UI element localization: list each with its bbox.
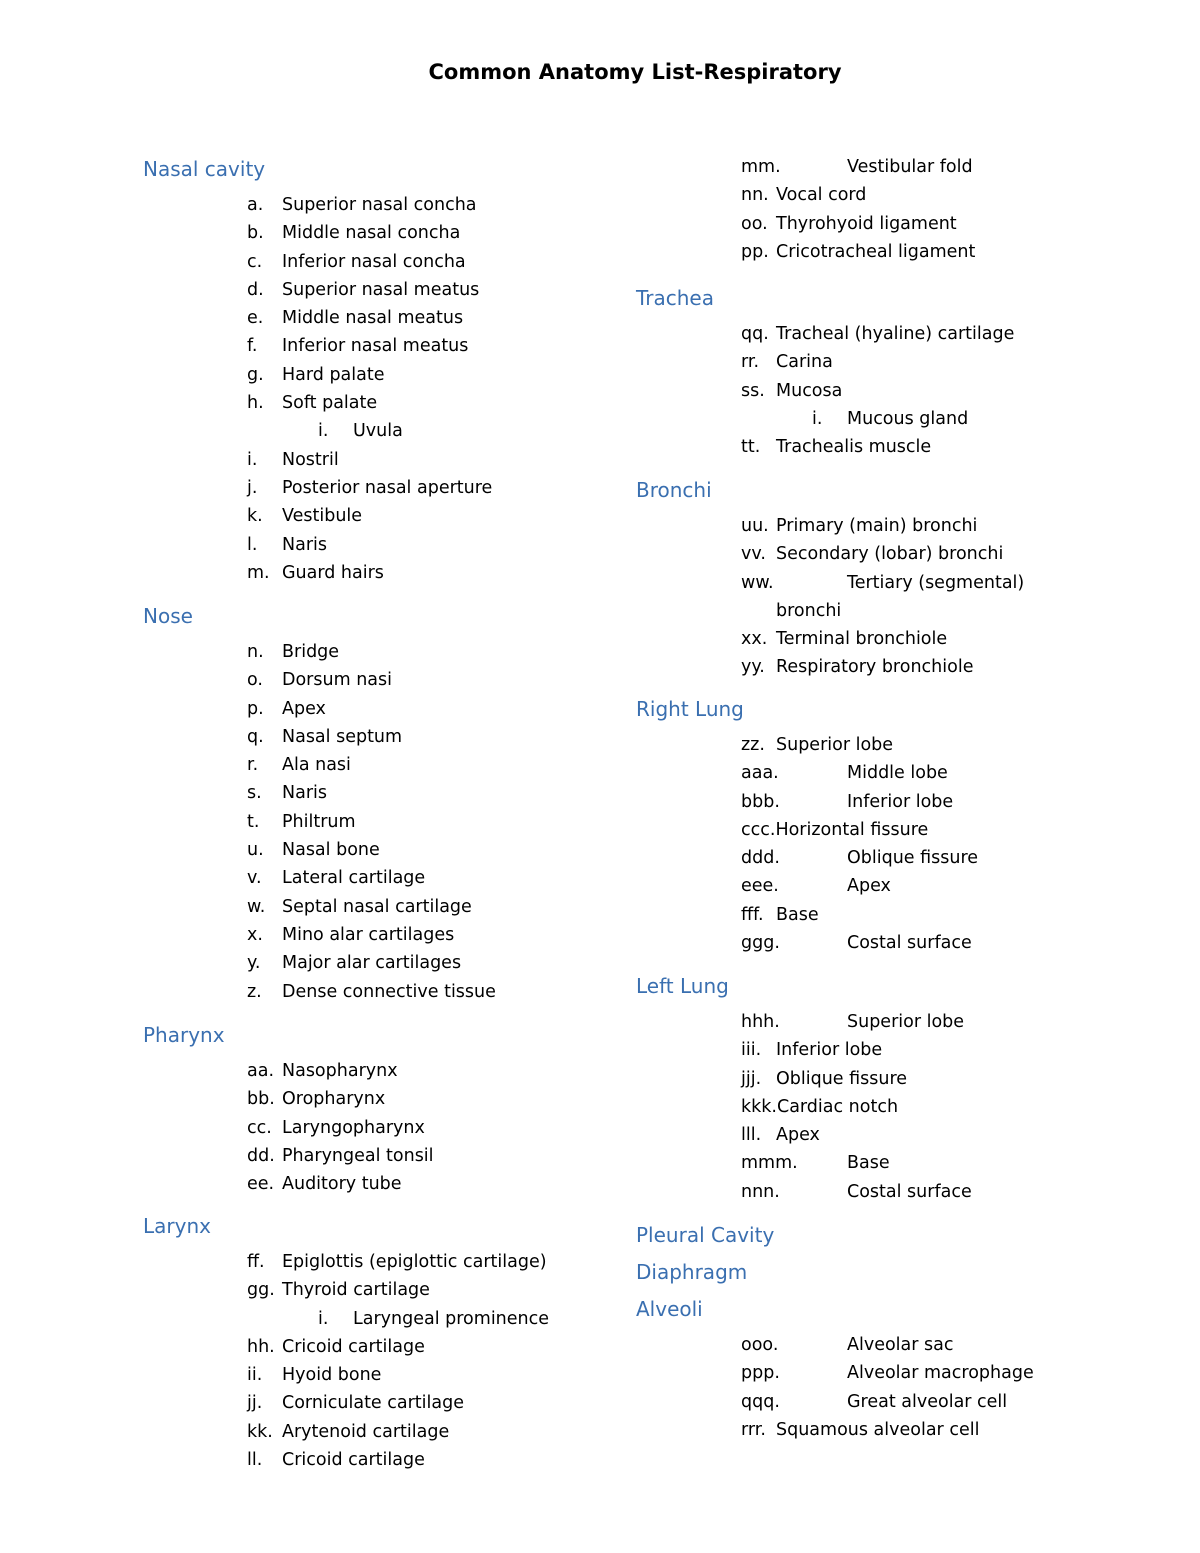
item-text: Middle lobe — [847, 763, 948, 784]
item-text: Nostril — [282, 449, 339, 470]
item-text: Guard hairs — [282, 562, 384, 583]
item-marker: jj. — [247, 1393, 263, 1414]
item-text: Cricoid cartilage — [282, 1450, 425, 1471]
list-item — [636, 320, 1156, 348]
section-pleural-cavity — [636, 1219, 1156, 1257]
item-marker: dd. — [247, 1145, 275, 1166]
item-text: Oblique fissure — [776, 1068, 908, 1089]
item-marker: j. — [247, 477, 258, 498]
item-text: Inferior lobe — [847, 791, 954, 812]
list-item — [143, 1446, 603, 1474]
list-item — [143, 474, 603, 502]
section-pharynx — [143, 1019, 603, 1198]
list-item — [143, 779, 603, 807]
item-text: Respiratory bronchiole — [776, 657, 974, 678]
section-heading: Pleural Cavity — [636, 1223, 775, 1247]
item-text: Hard palate — [282, 364, 385, 385]
section-heading: Left Lung — [636, 974, 729, 998]
item-marker: g. — [247, 364, 264, 385]
item-text: Superior lobe — [847, 1012, 965, 1032]
item-marker: nn. — [741, 185, 769, 206]
section-heading: Nasal cavity — [143, 157, 266, 181]
list-item — [636, 1036, 1156, 1064]
item-marker: i. — [318, 421, 329, 442]
item-text: Secondary (lobar) bronchi — [776, 544, 1004, 565]
list-item — [143, 1389, 603, 1417]
section-heading: Nose — [143, 604, 193, 628]
list-item — [636, 625, 1156, 653]
item-text: Thyrohyoid ligament — [776, 213, 957, 234]
item-marker: oo. — [741, 213, 768, 234]
section-larynx — [143, 1210, 603, 1474]
item-text: Nasal septum — [282, 726, 403, 747]
item-marker: hhh. — [741, 1012, 780, 1032]
list-item — [143, 248, 603, 276]
item-text: Middle nasal concha — [282, 223, 461, 244]
item-text: Thyroid cartilage — [282, 1280, 430, 1301]
item-marker: uu. — [741, 516, 769, 536]
item-marker: f. — [247, 336, 258, 357]
section-heading: Trachea — [636, 286, 714, 310]
list-item — [636, 210, 1156, 238]
item-text: Horizontal fissure — [775, 819, 929, 840]
item-text: Terminal bronchiole — [776, 629, 948, 650]
item-text: Inferior lobe — [776, 1040, 883, 1061]
item-text: Carina — [776, 352, 833, 373]
item-marker: cc. — [247, 1117, 272, 1138]
item-marker: k. — [247, 506, 263, 527]
list-item — [636, 788, 1156, 816]
item-marker: t. — [247, 811, 260, 832]
item-text: Middle nasal meatus — [282, 308, 464, 329]
item-text: Superior lobe — [776, 735, 894, 755]
item-text: Costal surface — [847, 933, 972, 954]
item-text: Laryngeal prominence — [353, 1308, 550, 1329]
list-item — [143, 219, 603, 247]
item-text: Lateral cartilage — [282, 868, 426, 889]
list-item — [636, 512, 1156, 540]
item-marker: o. — [247, 670, 263, 691]
item-marker: mmm. — [741, 1153, 798, 1174]
item-marker: p. — [247, 698, 264, 719]
list-item — [143, 191, 603, 219]
item-marker: ddd. — [741, 848, 780, 869]
section-heading: Pharynx — [143, 1023, 225, 1047]
list-item — [143, 836, 603, 864]
item-marker: ppp. — [741, 1363, 780, 1384]
item-text: Uvula — [353, 421, 403, 442]
item-marker: rr. — [741, 352, 760, 373]
item-text: Costal surface — [847, 1181, 972, 1202]
item-text: Great alveolar cell — [847, 1391, 1008, 1412]
item-marker: kk. — [247, 1421, 273, 1442]
item-text: Naris — [282, 534, 327, 555]
list-item — [143, 638, 603, 666]
list-item — [636, 816, 1156, 844]
item-text: Alveolar macrophage — [847, 1363, 1034, 1384]
item-marker: l. — [247, 534, 258, 555]
list-item — [636, 929, 1156, 957]
list-item — [636, 1121, 1156, 1149]
list-item — [143, 864, 603, 892]
list-item — [143, 921, 603, 949]
item-marker: r. — [247, 755, 259, 776]
item-text: Septal nasal cartilage — [282, 896, 472, 917]
item-text: Nasopharynx — [282, 1061, 398, 1081]
list-item — [143, 276, 603, 304]
item-marker: fff. — [741, 904, 764, 925]
item-marker: tt. — [741, 437, 761, 458]
item-text: Base — [847, 1153, 890, 1174]
list-item — [636, 1093, 1156, 1121]
list-item — [636, 569, 1161, 626]
item-marker: xx. — [741, 629, 768, 650]
item-marker: lll. — [741, 1125, 762, 1146]
item-marker: c. — [247, 251, 263, 272]
item-marker: s. — [247, 783, 262, 804]
section-alveoli — [636, 1293, 1156, 1444]
item-marker: y. — [247, 953, 261, 974]
section-bronchi — [636, 474, 1156, 682]
item-marker: q. — [247, 726, 264, 747]
item-text: Auditory tube — [282, 1174, 402, 1195]
item-text: Oropharynx — [282, 1089, 386, 1110]
section-heading: Right Lung — [636, 697, 744, 721]
section-heading: Alveoli — [636, 1297, 703, 1321]
item-marker: yy. — [741, 657, 765, 678]
item-text: Cricotracheal ligament — [776, 241, 976, 262]
item-text: Apex — [847, 876, 891, 897]
item-text: Primary (main) bronchi — [776, 516, 978, 536]
item-marker: iii. — [741, 1040, 762, 1061]
item-text: Inferior nasal meatus — [282, 336, 469, 357]
list-item — [143, 1114, 603, 1142]
list-item — [143, 666, 603, 694]
list-item — [636, 433, 1156, 461]
item-text: Posterior nasal aperture — [282, 477, 493, 498]
item-text: Superior nasal meatus — [282, 279, 480, 300]
section-heading: Diaphragm — [636, 1260, 748, 1284]
item-marker: hh. — [247, 1336, 275, 1357]
item-marker: bbb. — [741, 791, 780, 812]
item-marker: rrr. — [741, 1419, 766, 1440]
item-marker: d. — [247, 279, 264, 300]
list-item — [143, 751, 603, 779]
list-item — [636, 238, 1156, 266]
item-text: Tracheal (hyaline) cartilage — [776, 324, 1015, 344]
item-text: Vestibular fold — [847, 157, 973, 177]
item-text: Base — [776, 904, 819, 925]
item-text: Major alar cartilages — [282, 953, 462, 974]
item-text-continued: bronchi — [776, 600, 842, 621]
list-item — [143, 978, 603, 1006]
list-item — [143, 808, 603, 836]
list-item — [143, 1170, 603, 1198]
section-heading: Bronchi — [636, 478, 712, 502]
list-item — [143, 893, 603, 921]
list-item — [143, 1057, 603, 1085]
list-item — [636, 872, 1156, 900]
item-marker: ee. — [247, 1174, 275, 1195]
item-marker: w. — [247, 896, 266, 917]
item-text: Dorsum nasi — [282, 670, 392, 691]
section-nasal-cavity — [143, 153, 603, 587]
item-marker: bb. — [247, 1089, 275, 1110]
section-left-lung — [636, 970, 1156, 1206]
item-marker: jjj. — [741, 1068, 762, 1089]
section-nose — [143, 600, 603, 1006]
list-item — [143, 531, 603, 559]
list-item — [143, 1276, 603, 1304]
item-text: Dense connective tissue — [282, 981, 496, 1002]
list-item — [636, 653, 1156, 681]
item-marker: h. — [247, 393, 264, 414]
item-marker: ss. — [741, 380, 765, 401]
list-subitem — [143, 1305, 603, 1333]
item-marker: qqq. — [741, 1391, 780, 1412]
list-item — [636, 1008, 1156, 1036]
item-marker: x. — [247, 924, 263, 945]
item-text: Inferior nasal concha — [282, 251, 466, 272]
item-text: Vestibule — [282, 506, 363, 527]
item-text: Apex — [282, 698, 326, 719]
item-text: Arytenoid cartilage — [282, 1421, 450, 1442]
list-item — [143, 559, 603, 587]
item-marker: i. — [318, 1308, 329, 1329]
item-marker: n. — [247, 642, 264, 662]
list-item — [143, 949, 603, 977]
item-marker: kkk. — [741, 1096, 777, 1117]
item-marker: aaa. — [741, 763, 779, 784]
list-item — [143, 1418, 603, 1446]
list-item — [636, 731, 1156, 759]
item-marker: ggg. — [741, 933, 780, 954]
item-marker: qq. — [741, 324, 769, 344]
list-item — [636, 1331, 1156, 1359]
list-item — [636, 1359, 1156, 1387]
list-item — [636, 1065, 1156, 1093]
list-item — [636, 759, 1156, 787]
list-item — [143, 1361, 603, 1389]
item-text: Soft palate — [282, 393, 378, 414]
item-text: Alveolar sac — [847, 1335, 954, 1355]
list-item — [636, 901, 1156, 929]
list-item — [636, 540, 1156, 568]
list-item — [636, 844, 1156, 872]
item-text: Bridge — [282, 642, 340, 662]
list-item — [636, 1416, 1156, 1444]
list-item — [636, 377, 1156, 405]
item-text: Cricoid cartilage — [282, 1336, 425, 1357]
item-text: Mucosa — [776, 380, 843, 401]
item-marker: pp. — [741, 241, 769, 262]
item-text: Mucous gland — [847, 408, 969, 429]
item-marker: ooo. — [741, 1335, 779, 1355]
item-text: Tertiary (segmental) — [847, 572, 1025, 593]
list-item — [143, 1142, 603, 1170]
list-item — [143, 723, 603, 751]
list-item — [636, 1149, 1156, 1177]
item-marker: ccc. — [741, 819, 776, 840]
item-text: Epiglottis (epiglottic cartilage) — [282, 1252, 547, 1272]
item-text: Ala nasi — [282, 755, 351, 776]
list-item — [636, 1388, 1156, 1416]
list-item — [143, 502, 603, 530]
item-text: Pharyngeal tonsil — [282, 1145, 434, 1166]
item-marker: zz. — [741, 735, 765, 755]
item-marker: gg. — [247, 1280, 275, 1301]
item-text: Vocal cord — [776, 185, 867, 206]
item-marker: b. — [247, 223, 264, 244]
item-text: Oblique fissure — [847, 848, 979, 869]
list-item — [143, 695, 603, 723]
page-title: Common Anatomy List-Respiratory — [428, 60, 842, 84]
item-text: Trachealis muscle — [776, 437, 932, 458]
list-item — [143, 446, 603, 474]
item-text: Cardiac notch — [776, 1096, 899, 1117]
item-marker: m. — [247, 562, 270, 583]
section-right-lung — [636, 693, 1156, 957]
item-marker: e. — [247, 308, 264, 329]
list-item — [636, 1178, 1156, 1206]
list-item — [636, 153, 1156, 181]
section-trachea — [636, 282, 1156, 461]
item-marker: aa. — [247, 1061, 275, 1081]
item-marker: z. — [247, 981, 262, 1002]
item-marker: nnn. — [741, 1181, 780, 1202]
list-item — [636, 181, 1156, 209]
list-item — [143, 1248, 603, 1276]
list-item — [143, 1333, 603, 1361]
item-marker: eee. — [741, 876, 779, 897]
list-item — [143, 389, 603, 417]
section-diaphragm — [636, 1256, 1156, 1294]
item-marker: u. — [247, 840, 264, 861]
list-item — [143, 1085, 603, 1113]
item-marker: vv. — [741, 544, 766, 565]
item-marker: mm. — [741, 157, 781, 177]
item-text: Naris — [282, 783, 327, 804]
item-marker: ii. — [247, 1365, 263, 1386]
item-marker: i. — [812, 408, 823, 429]
item-marker: v. — [247, 868, 262, 889]
list-subitem — [636, 405, 1156, 433]
section-larynx-continued — [636, 153, 1156, 266]
item-text: Corniculate cartilage — [282, 1393, 464, 1414]
item-text: Apex — [776, 1125, 820, 1146]
item-marker: ll. — [247, 1450, 263, 1471]
item-marker: ww. — [741, 572, 774, 593]
list-item — [143, 332, 603, 360]
item-text: Laryngopharynx — [282, 1117, 425, 1138]
item-text: Nasal bone — [282, 840, 380, 861]
item-text: Philtrum — [282, 811, 356, 832]
item-marker: i. — [247, 449, 258, 470]
item-text: Mino alar cartilages — [282, 924, 455, 945]
list-item — [143, 361, 603, 389]
item-marker: a. — [247, 195, 264, 215]
section-heading: Larynx — [143, 1214, 211, 1238]
list-subitem — [143, 417, 603, 445]
item-text: Squamous alveolar cell — [776, 1419, 980, 1440]
item-text: Superior nasal concha — [282, 195, 477, 215]
list-item — [143, 304, 603, 332]
item-text: Hyoid bone — [282, 1365, 382, 1386]
list-item — [636, 348, 1156, 376]
item-marker: ff. — [247, 1252, 265, 1272]
